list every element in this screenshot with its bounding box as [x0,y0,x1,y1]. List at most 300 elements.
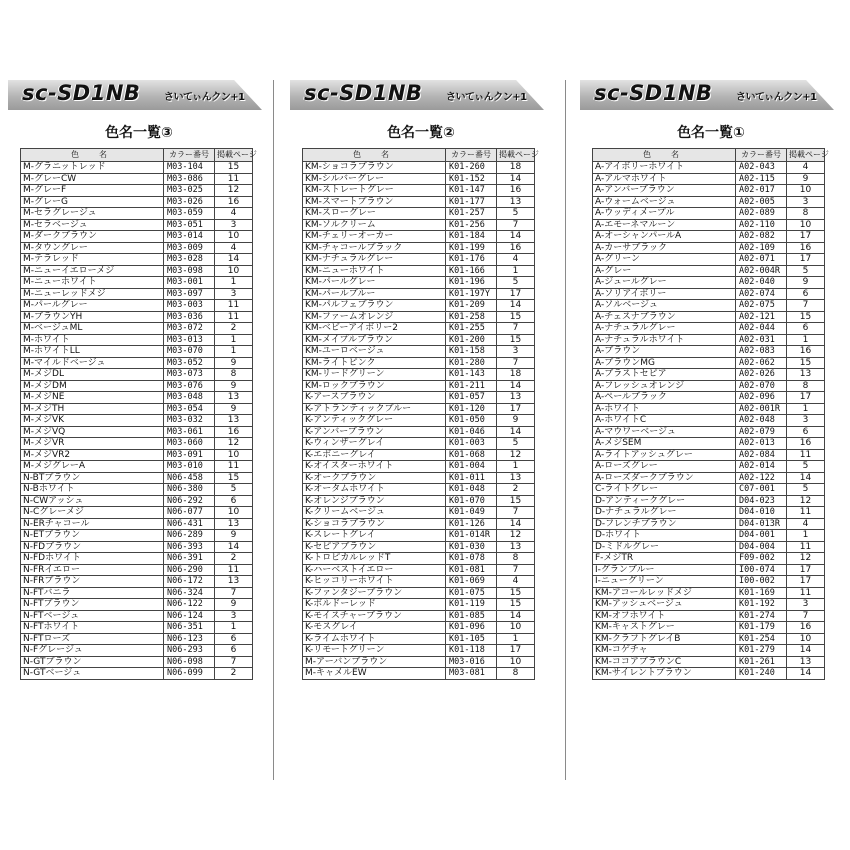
page-number-cell: 7 [215,656,253,668]
page-number-cell: 9 [215,357,253,369]
list-title: 色名一覧③ [105,125,173,141]
page-number-cell: 12 [497,530,535,542]
color-name-cell: KM-サイレントブラウン [593,668,736,680]
color-name-cell: D-ミドルグレー [593,541,736,553]
page-number-cell: 5 [787,484,825,496]
table-row [303,277,535,289]
color-name-cell: N-ETブラウン [21,530,164,542]
page-number-cell: 14 [497,380,535,392]
table-row [303,564,535,576]
page-number-cell: 11 [215,564,253,576]
table-row [21,622,253,634]
table-row [21,369,253,381]
page-number-cell: 8 [215,369,253,381]
page-number-cell: 16 [497,185,535,197]
color-code-cell: N06-098 [164,656,215,668]
table-row [303,300,535,312]
color-code-cell: K01-176 [446,254,497,266]
table-row [303,380,535,392]
page-number-cell: 1 [497,461,535,473]
color-table [20,148,257,680]
color-code-cell: M03-061 [164,426,215,438]
color-code-cell: N06-289 [164,530,215,542]
color-name-cell: KM-ユーロベージュ [303,346,446,358]
page-number-cell: 7 [215,587,253,599]
color-code-cell: M03-009 [164,242,215,254]
color-code-cell: K01-200 [446,334,497,346]
color-name-cell: A-ローズグレー [593,461,736,473]
color-name-cell: KM-アコールレッドメジ [593,587,736,599]
color-name-cell: I-グランブルー [593,564,736,576]
color-code-cell: A02-089 [736,208,787,220]
page-number-cell: 5 [787,461,825,473]
color-name-cell: A-ブラウンMG [593,357,736,369]
color-code-cell: M03-091 [164,449,215,461]
header-color-code: カラー番号 [164,149,215,162]
color-code-cell: A02-110 [736,219,787,231]
color-code-cell: A02-083 [736,346,787,358]
banner-model-name: sc-SD1NB [304,81,423,105]
page-number-cell: 9 [787,173,825,185]
page-number-cell: 11 [215,311,253,323]
table-row [303,265,535,277]
table-row [593,392,825,404]
page-number-cell: 3 [787,415,825,427]
table-row [21,426,253,438]
color-table [592,148,829,680]
color-code-cell: N06-393 [164,541,215,553]
table-row [593,357,825,369]
color-name-cell: A-ジュールグレー [593,277,736,289]
color-code-cell: K01-085 [446,610,497,622]
color-name-cell: D-アンティークグレー [593,495,736,507]
page-number-cell: 18 [497,162,535,174]
table-row [303,530,535,542]
color-code-cell: A02-014 [736,461,787,473]
page-number-cell: 9 [497,415,535,427]
table-row [303,518,535,530]
page-number-cell: 4 [497,254,535,266]
color-code-cell: K01-070 [446,495,497,507]
table-row [593,208,825,220]
color-name-cell: K-アースブラウン [303,392,446,404]
page-number-cell: 7 [497,507,535,519]
page-number-cell: 1 [215,346,253,358]
color-code-cell: M03-097 [164,288,215,300]
table-row [303,610,535,622]
color-code-cell: K01-260 [446,162,497,174]
color-code-cell: K01-211 [446,380,497,392]
table-row [593,576,825,588]
page-number-cell: 15 [787,357,825,369]
page-number-cell: 13 [787,656,825,668]
color-name-cell: KM-チャコールブラック [303,242,446,254]
page-number-cell: 14 [215,254,253,266]
page-number-cell: 12 [497,449,535,461]
page-number-cell: 12 [787,495,825,507]
color-name-cell: A-マウワーベージュ [593,426,736,438]
color-name-cell: M-ブラウンYH [21,311,164,323]
page-number-cell: 11 [787,507,825,519]
table-row [593,656,825,668]
table-row [303,507,535,519]
page-number-cell: 3 [787,196,825,208]
color-name-cell: M-メジVK [21,415,164,427]
color-code-cell: K01-105 [446,633,497,645]
table-header-row [303,149,535,162]
color-name-cell: M-グラニットレッド [21,162,164,174]
color-code-cell: K01-257 [446,208,497,220]
page-number-cell: 14 [497,518,535,530]
page-number-cell: 4 [215,208,253,220]
table-row [593,587,825,599]
header-color-code: カラー番号 [446,149,497,162]
color-code-cell: K01-003 [446,438,497,450]
color-code-cell: K01-119 [446,599,497,611]
color-name-cell: A-ローズダークブラウン [593,472,736,484]
color-code-cell: K01-152 [446,173,497,185]
color-name-cell: K-リモートグリーン [303,645,446,657]
color-code-cell: M03-051 [164,219,215,231]
table-row [303,415,535,427]
color-code-cell: K01-030 [446,541,497,553]
color-name-cell: K-ハーベストイエロー [303,564,446,576]
color-code-cell: A02-096 [736,392,787,404]
page-number-cell: 14 [787,645,825,657]
color-name-cell: A-ウォームベージュ [593,196,736,208]
page-number-cell: 10 [787,185,825,197]
page-number-cell: 13 [215,576,253,588]
color-code-cell: F09-002 [736,553,787,565]
table-row [303,231,535,243]
table-row [21,196,253,208]
page-number-cell: 15 [497,495,535,507]
page-number-cell: 1 [215,622,253,634]
color-code-cell: A02-004R [736,265,787,277]
page-number-cell: 8 [787,380,825,392]
color-code-cell: K01-158 [446,346,497,358]
color-code-cell: K01-279 [736,645,787,657]
color-name-cell: A-ペールブラック [593,392,736,404]
table-row [303,254,535,266]
color-name-cell: KM-ストレートグレー [303,185,446,197]
table-row [593,196,825,208]
table-row [21,173,253,185]
table-row [21,576,253,588]
color-name-cell: KM-アッシュベージュ [593,599,736,611]
color-name-cell: N-FRイエロー [21,564,164,576]
color-name-cell: KM-ソルクリーム [303,219,446,231]
page-number-cell: 5 [497,208,535,220]
page-number-cell: 13 [787,369,825,381]
table-row [303,495,535,507]
table-row [593,438,825,450]
table-row [21,587,253,599]
table-row [21,288,253,300]
color-code-cell: K01-046 [446,426,497,438]
color-code-cell: K01-209 [446,300,497,312]
table-row [21,541,253,553]
table-row [593,541,825,553]
color-code-cell: M03-086 [164,173,215,185]
table-row [21,610,253,622]
color-name-cell: M-ニューイエローメジ [21,265,164,277]
table-row [303,541,535,553]
color-code-cell: A02-074 [736,288,787,300]
color-code-cell: M03-032 [164,415,215,427]
color-code-cell: M03-076 [164,380,215,392]
color-code-cell: N06-172 [164,576,215,588]
list-title: 色名一覧① [677,125,745,141]
page-number-cell: 10 [215,507,253,519]
table-row [303,461,535,473]
color-name-cell: N-Fグレージュ [21,645,164,657]
table-row [303,484,535,496]
color-name-cell: N-Bホワイト [21,484,164,496]
color-name-cell: KM-シルバーグレー [303,173,446,185]
color-code-cell: M03-104 [164,162,215,174]
color-name-cell: K-エボニーグレイ [303,449,446,461]
page-number-cell: 7 [497,323,535,335]
page-number-cell: 5 [497,438,535,450]
page-number-cell: 17 [497,288,535,300]
table-row [303,553,535,565]
color-name-cell: KM-リードグリーン [303,369,446,381]
table-row [593,530,825,542]
color-name-cell: M-セラグレージュ [21,208,164,220]
color-name-cell: M-ホワイト [21,334,164,346]
color-name-cell: A-ウッディメープル [593,208,736,220]
color-code-cell: M03-052 [164,357,215,369]
page-number-cell: 7 [497,219,535,231]
color-code-cell: A02-075 [736,300,787,312]
table-row [21,633,253,645]
page-number-cell: 13 [497,541,535,553]
color-name-cell: K-トロピカルレッドT [303,553,446,565]
page-number-cell: 15 [497,334,535,346]
table-row [593,553,825,565]
table-row [21,392,253,404]
color-name-cell: N-CWアッシュ [21,495,164,507]
table-row [303,369,535,381]
color-name-cell: M-メジNE [21,392,164,404]
color-code-cell: N06-458 [164,472,215,484]
color-name-cell: N-FDブラウン [21,541,164,553]
color-name-cell: M-ベージュML [21,323,164,335]
color-code-cell: D04-023 [736,495,787,507]
table-row [593,484,825,496]
color-code-cell: K01-184 [446,231,497,243]
color-code-cell: N06-290 [164,564,215,576]
color-name-cell: M-パールグレー [21,300,164,312]
color-code-cell: A02-079 [736,426,787,438]
color-name-cell: KM-ファームオレンジ [303,311,446,323]
color-code-cell: M03-081 [446,668,497,680]
table-row [593,242,825,254]
table-row [21,484,253,496]
table-row [21,219,253,231]
color-code-cell: K01-078 [446,553,497,565]
page-number-cell: 5 [787,265,825,277]
color-name-cell: N-FRブラウン [21,576,164,588]
table-row [21,265,253,277]
color-name-cell: N-BTブラウン [21,472,164,484]
color-name-cell: N-FDホワイト [21,553,164,565]
page-number-cell: 12 [215,185,253,197]
table-row [21,403,253,415]
page-divider-right [565,80,566,780]
color-name-cell: A-アルマホワイト [593,173,736,185]
color-name-cell: M-メジDL [21,369,164,381]
table-row [21,357,253,369]
color-code-cell: A02-109 [736,242,787,254]
color-name-cell: N-FTバニラ [21,587,164,599]
table-row [303,622,535,634]
color-name-cell: N-FTローズ [21,633,164,645]
table-row [21,656,253,668]
table-row [303,162,535,174]
table-row [21,449,253,461]
page-number-cell: 13 [497,392,535,404]
color-code-cell: M03-072 [164,323,215,335]
page-number-cell: 9 [215,403,253,415]
color-name-cell: K-アンティックグレー [303,415,446,427]
table-row [21,530,253,542]
color-name-cell: N-FTホワイト [21,622,164,634]
page-number-cell: 17 [787,564,825,576]
color-code-cell: I00-074 [736,564,787,576]
color-name-cell: A-ナチュラルホワイト [593,334,736,346]
page-number-cell: 10 [787,219,825,231]
page-number-cell: 15 [787,311,825,323]
page-number-cell: 10 [497,656,535,668]
table-row [593,472,825,484]
color-code-cell: A02-001R [736,403,787,415]
table-row [21,231,253,243]
color-name-cell: K-モスグレイ [303,622,446,634]
color-name-cell: KM-パールグレー [303,277,446,289]
color-name-cell: KM-ロックブラウン [303,380,446,392]
table-row [593,507,825,519]
color-code-cell: A02-084 [736,449,787,461]
header-page: 掲載ページ [787,149,825,162]
page-number-cell: 10 [215,231,253,243]
color-name-cell: KM-キャストグレー [593,622,736,634]
color-code-cell: K01-004 [446,461,497,473]
table-row [21,185,253,197]
page-number-cell: 17 [787,231,825,243]
color-name-cell: N-FTブラウン [21,599,164,611]
table-row [21,507,253,519]
page-number-cell: 15 [497,311,535,323]
color-name-cell: KM-ココアブラウンC [593,656,736,668]
table-row [593,346,825,358]
table-row [593,380,825,392]
page-number-cell: 15 [497,587,535,599]
color-code-cell: M03-003 [164,300,215,312]
color-name-cell: K-ボルドーレッド [303,599,446,611]
page-number-cell: 7 [787,610,825,622]
table-row [593,415,825,427]
page-number-cell: 1 [215,277,253,289]
page-number-cell: 3 [215,219,253,231]
page-number-cell: 1 [215,334,253,346]
page-number-cell: 16 [787,346,825,358]
table-row [21,334,253,346]
color-name-cell: N-GTベージュ [21,668,164,680]
table-row [303,403,535,415]
color-name-cell: M-メジTH [21,403,164,415]
page-number-cell: 17 [787,576,825,588]
product-banner [290,80,544,110]
color-code-cell: M03-070 [164,346,215,358]
color-code-cell: N06-122 [164,599,215,611]
table-row [21,553,253,565]
color-code-cell: K01-118 [446,645,497,657]
table-row [21,346,253,358]
color-name-cell: KM-コゲチャ [593,645,736,657]
table-row [593,668,825,680]
table-row [21,380,253,392]
page-number-cell: 6 [787,426,825,438]
color-name-cell: A-ブラウン [593,346,736,358]
banner-model-name: sc-SD1NB [22,81,141,105]
color-code-cell: A02-026 [736,369,787,381]
page-number-cell: 13 [215,518,253,530]
color-name-cell: I-ニューグリーン [593,576,736,588]
table-row [21,311,253,323]
color-name-cell: KM-ニューホワイト [303,265,446,277]
page-number-cell: 3 [215,288,253,300]
page-number-cell: 9 [787,277,825,289]
page-number-cell: 5 [215,484,253,496]
page-number-cell: 11 [787,587,825,599]
color-name-cell: A-グリーン [593,254,736,266]
color-code-cell: K01-075 [446,587,497,599]
table-header-row [21,149,253,162]
color-code-cell: K01-050 [446,415,497,427]
color-name-cell: A-カーサブラック [593,242,736,254]
page-number-cell: 12 [215,438,253,450]
color-name-cell: K-ヒッコリーホワイト [303,576,446,588]
page-number-cell: 14 [497,426,535,438]
table-row [593,426,825,438]
color-name-cell: A-ホワイト [593,403,736,415]
table-row [593,518,825,530]
header-color-name: 色 名 [303,149,446,162]
page-number-cell: 15 [215,472,253,484]
table-row [21,472,253,484]
page-number-cell: 17 [497,645,535,657]
color-code-cell: D04-001 [736,530,787,542]
table-row [303,346,535,358]
page-number-cell: 13 [215,415,253,427]
page-number-cell: 9 [215,380,253,392]
color-name-cell: M-ニューホワイト [21,277,164,289]
color-code-cell: A02-005 [736,196,787,208]
color-name-cell: KM-ショコラブラウン [303,162,446,174]
color-name-cell: K-ファンタジーブラウン [303,587,446,599]
color-code-cell: A02-062 [736,357,787,369]
page-number-cell: 9 [215,599,253,611]
page-number-cell: 14 [787,472,825,484]
color-name-cell: M-キャメルEW [303,668,446,680]
page-number-cell: 3 [215,610,253,622]
table-row [21,461,253,473]
banner-subtitle: さいてぃんクン+1 [164,92,245,103]
table-row [593,231,825,243]
table-row [593,185,825,197]
